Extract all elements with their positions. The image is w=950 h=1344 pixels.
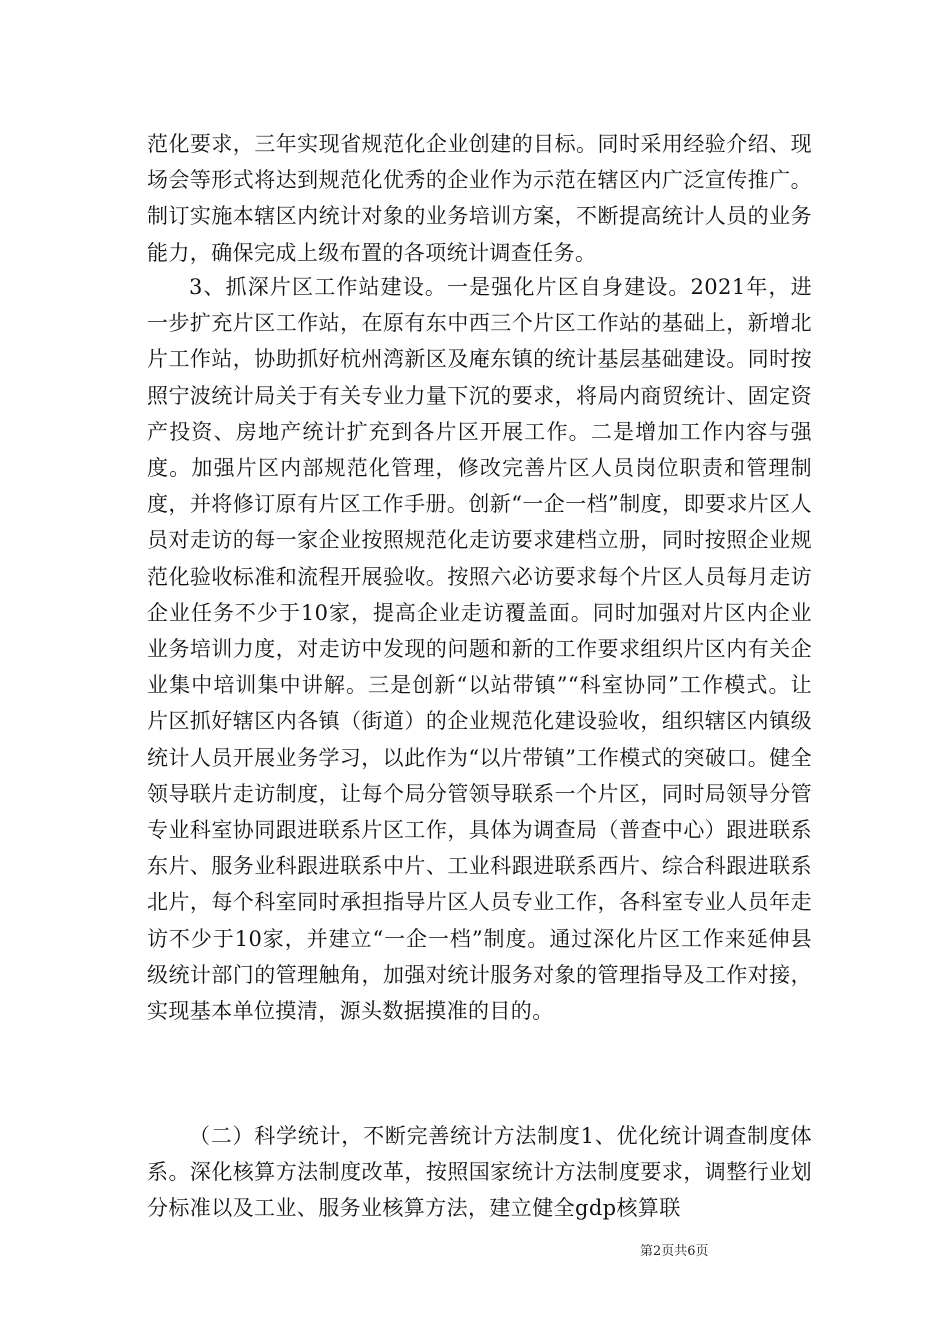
- paragraph-continuation: 范化要求，三年实现省规范化企业创建的目标。同时采用经验介绍、现场会等形式将达到规范化优秀的企业作为示范在辖区内广泛宣传推广。制订实施本辖区内统计对象的业务培训方案，不断提高统计人员的业务能力，确保完成上级布置的各项统计调查任务。: [147, 132, 812, 265]
- page-number-footer: 第2页共6页: [640, 1244, 709, 1259]
- paragraph-section-3: 3、抓深片区工作站建设。一是强化片区自身建设。2021年，进一步扩充片区工作站，在原有东中西三个片区工作站的基础上，新增北片工作站，协助抓好杭州湾新区及庵东镇的统计基层基础建设。同时按照宁波统计局关于有关专业力量下沉的要求，将局内商贸统计、固定资产投资、房地产统计扩充到各片区开展工作。二是增加工作内容与强度。加强片区内部规范化管理，修改完善片区人员岗位职责和管理制度，并将修订原有片区工作手册。创新“一企一档”制度，即要求片区人员对走访的每一家企业按照规范化走访要求建档立册，同时按照企业规范化验收标准和流程开展验收。按照六必访要求每个片区人员每月走访企业任务不少于10家，提高企业走访覆盖面。同时加强对片区内企业业务培训力度，对走访中发现的问题和新的工作要求组织片区内有关企业集中培训集中讲解。三是创新“以站带镇”“科室协同”工作模式。让片区抓好辖区内各镇（街道）的企业规范化建设验收，组织辖区内镇级统计人员开展业务学习，以此作为“以片带镇”工作模式的突破口。健全领导联片走访制度，让每个局分管领导联系一个片区，同时局领导分管专业科室协同跟进联系片区工作，具体为调查局（普查中心）跟进联系东片、服务业科跟进联系中片、工业科跟进联系西片、综合科跟进联系北片，每个科室同时承担指导片区人员专业工作，各科室专业人员年走访不少于10家，并建立“一企一档”制度。通过深化片区工作来延伸县级统计部门的管理触角，加强对统计服务对象的管理指导及工作对接，实现基本单位摸清，源头数据摸准的目的。: [147, 275, 812, 1024]
- paragraph-section-2: （二）科学统计，不断完善统计方法制度1、优化统计调查制度体系。深化核算方法制度改革，按照国家统计方法制度要求，调整行业划分标准以及工业、服务业核算方法，建立健全gdp核算联: [147, 1124, 812, 1221]
- document-body-middle: [147, 269, 812, 1029]
- document-body-top: [147, 126, 812, 271]
- document-body-bottom: [147, 1118, 812, 1227]
